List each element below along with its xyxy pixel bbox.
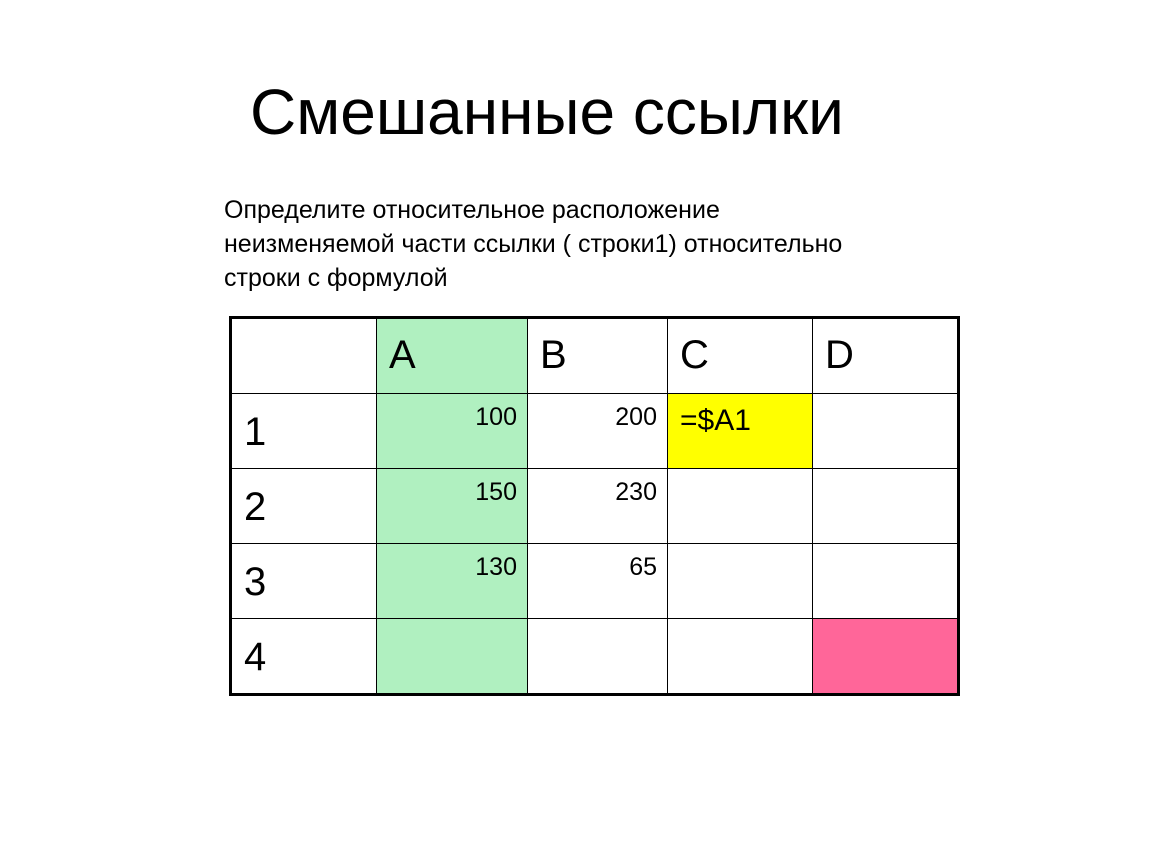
cell-a2[interactable] [377, 469, 528, 544]
cell-c1-formula[interactable] [668, 394, 813, 469]
row-header-label: 3 [244, 560, 267, 604]
table-row [231, 544, 959, 619]
cell-b3[interactable] [528, 544, 668, 619]
cell-d2[interactable] [813, 469, 959, 544]
row-header-label: 4 [244, 635, 267, 679]
table-row [231, 394, 959, 469]
cell-b4[interactable] [528, 619, 668, 695]
row-header-4[interactable] [231, 619, 377, 695]
cell-c2[interactable] [668, 469, 813, 544]
cell-c4[interactable] [668, 619, 813, 695]
cell-a4[interactable] [377, 619, 528, 695]
slide-title: Смешанные ссылки [250, 76, 844, 148]
cell-a1[interactable] [377, 394, 528, 469]
row-header-1[interactable] [231, 394, 377, 469]
column-header-label: D [825, 333, 854, 377]
cell-value: 200 [615, 403, 657, 431]
column-header-label: C [680, 333, 709, 377]
formula-text: =$A1 [680, 404, 751, 437]
column-header-a[interactable] [377, 318, 528, 394]
task-line: строки с формулой [224, 264, 448, 292]
cell-d3[interactable] [813, 544, 959, 619]
row-header-2[interactable] [231, 469, 377, 544]
spreadsheet-table [229, 316, 960, 696]
cell-d4-target[interactable] [813, 619, 959, 695]
task-line: Определите относительное расположение [224, 196, 720, 224]
column-header-d[interactable] [813, 318, 959, 394]
table-row [231, 619, 959, 695]
row-header-label: 2 [244, 485, 267, 529]
task-line: неизменяемой части ссылки ( строки1) относительно [224, 230, 843, 258]
corner-cell [231, 318, 377, 394]
column-header-c[interactable] [668, 318, 813, 394]
cell-a3[interactable] [377, 544, 528, 619]
cell-b2[interactable] [528, 469, 668, 544]
cell-value: 130 [475, 553, 517, 581]
cell-c3[interactable] [668, 544, 813, 619]
table-row [231, 469, 959, 544]
row-header-label: 1 [244, 410, 267, 454]
column-header-label: B [540, 333, 567, 377]
cell-value: 150 [475, 478, 517, 506]
column-header-label: A [389, 333, 416, 377]
column-header-b[interactable] [528, 318, 668, 394]
cell-value: 100 [475, 403, 517, 431]
cell-value: 65 [629, 553, 657, 581]
header-row [231, 318, 959, 394]
task-text [224, 193, 984, 295]
row-header-3[interactable] [231, 544, 377, 619]
cell-value: 230 [615, 478, 657, 506]
cell-b1[interactable] [528, 394, 668, 469]
cell-d1[interactable] [813, 394, 959, 469]
